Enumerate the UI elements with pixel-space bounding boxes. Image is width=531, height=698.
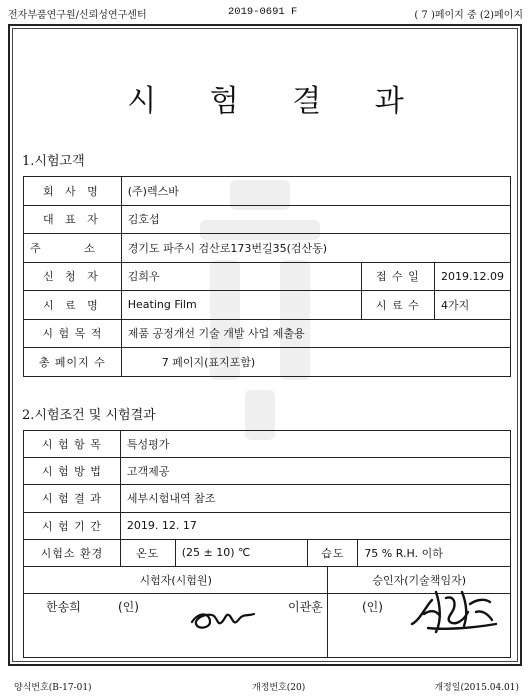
temperature-value: (25 ± 10) ℃ <box>175 539 308 566</box>
tester-title: 시험자(시험원) <box>24 566 328 593</box>
page-header <box>8 6 523 22</box>
table-row <box>24 348 511 377</box>
test-item-label: 시 험 항 목 <box>24 431 121 458</box>
footer-revision-date: 개정일(2015.04.01) <box>434 683 519 693</box>
table-row <box>24 458 511 485</box>
lab-environment-label: 시험소 환경 <box>24 539 121 566</box>
footer-revision-no: 개정번호(20) <box>252 683 306 693</box>
test-period-label: 시 험 기 간 <box>24 512 121 539</box>
company-name-value: (주)렉스바 <box>121 177 510 206</box>
sample-name-value: Heating Film <box>121 291 361 320</box>
total-pages-label: 총 페이지 수 <box>24 348 122 377</box>
received-date-value: 2019.12.09 <box>435 262 511 291</box>
test-result-value: 세부시험내역 참조 <box>120 485 510 512</box>
section-heading-results: 2.시험조건 및 시험결과 <box>22 408 156 423</box>
received-date-label: 접 수 일 <box>361 262 434 291</box>
humidity-label: 습도 <box>308 539 358 566</box>
footer-form-no: 양식번호(B-17-01) <box>14 683 92 693</box>
applicant-value: 김희우 <box>121 262 361 291</box>
sample-count-label: 시 료 수 <box>361 291 434 320</box>
table-row <box>24 539 511 566</box>
approver-seal-mark: (인) <box>362 600 383 614</box>
header-page-info: ( 7 )페이지 중 (2)페이지 <box>414 10 523 21</box>
table-row <box>24 485 511 512</box>
approver-title: 승인자(기술책임자) <box>328 566 511 593</box>
tester-seal-mark: (인) <box>118 600 139 614</box>
table-row <box>24 291 511 320</box>
section-heading-client: 1.시험고객 <box>22 154 85 169</box>
table-row <box>24 177 511 206</box>
table-row <box>24 512 511 539</box>
table-row <box>24 234 511 263</box>
tester-name: 한송희 <box>46 600 81 614</box>
address-value: 경기도 파주시 검산로173번길35(검산동) <box>121 234 510 263</box>
approver-signature <box>406 580 502 638</box>
test-item-value: 특성평가 <box>120 431 510 458</box>
temperature-label: 온도 <box>120 539 175 566</box>
ceo-value: 김호섭 <box>121 205 510 234</box>
test-method-value: 고객제공 <box>120 458 510 485</box>
table-row <box>24 319 511 348</box>
page-title: 시 험 결 과 <box>127 84 426 119</box>
test-method-label: 시 험 방 법 <box>24 458 121 485</box>
applicant-label: 신 청 자 <box>24 262 122 291</box>
header-report-no: 2019-0691 F <box>228 6 298 18</box>
table-row <box>24 431 511 458</box>
client-info-table <box>23 176 511 377</box>
page-footer <box>8 680 523 694</box>
sample-name-label: 시 료 명 <box>24 291 122 320</box>
humidity-value: 75 % R.H. 이하 <box>358 539 511 566</box>
approver-name: 이관훈 <box>288 600 323 614</box>
total-pages-value: 7 페이지(표지포함) <box>121 348 510 377</box>
purpose-value: 제품 공정개선 기술 개발 사업 제출용 <box>121 319 510 348</box>
tester-signature <box>188 598 258 636</box>
ceo-label: 대 표 자 <box>24 205 122 234</box>
sample-count-value: 4가지 <box>435 291 511 320</box>
purpose-label: 시 험 목 적 <box>24 319 122 348</box>
company-name-label: 회 사 명 <box>24 177 122 206</box>
test-period-value: 2019. 12. 17 <box>120 512 510 539</box>
table-row <box>24 205 511 234</box>
test-result-label: 시 험 결 과 <box>24 485 121 512</box>
table-row <box>24 262 511 291</box>
address-label: 주 소 <box>24 234 122 263</box>
header-org: 전자부품연구원/신뢰성연구센터 <box>8 10 147 21</box>
